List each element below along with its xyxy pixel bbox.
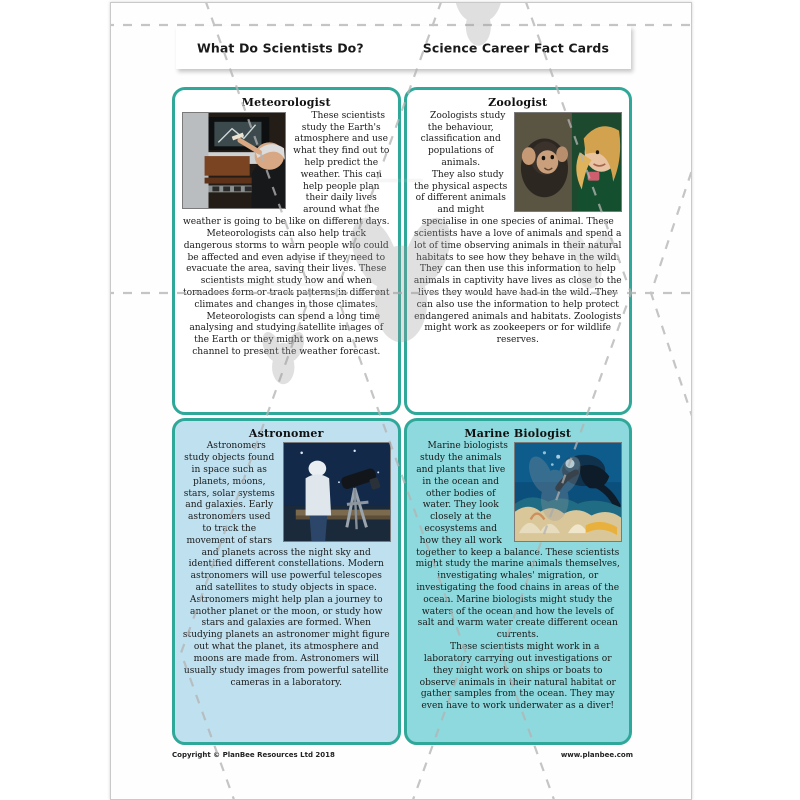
meteorologist-photo: [182, 112, 286, 209]
worksheet-title-bar: [176, 26, 631, 69]
page-footer: [172, 751, 633, 765]
card-paragraph: They also study the physical aspects of different animals and might specialise in one species of animal. These scientists have a love of animals and spend a lot of time observing animals in their natural habitats to see how they behave in the wild. They can then use this information to help animals in captivity have lives as close to the lives they would have had in the wild. They can also use the information to help protect endangered animals and habitats. Zoologists might work as zookeepers or for wildlife reserves.: [413, 169, 622, 346]
fact-card-meteorologist: [172, 87, 401, 415]
zoologist-photo: [514, 112, 622, 212]
fact-card-marine-biologist: [404, 418, 633, 746]
card-paragraph: Zoologists study the behaviour, classification and populations of animals.: [420, 110, 506, 168]
page-title-left: What Do Scientists Do?: [197, 40, 364, 55]
page-title-right: Science Career Fact Cards: [422, 40, 609, 55]
card-paragraph: Meteorologists can spend a long time analysing and studying satellite images of the Earth or they might work on a news channel to present the weather forecast.: [189, 311, 384, 357]
card-title: Astronomer: [248, 426, 324, 440]
card-title: Marine Biologist: [464, 426, 572, 440]
card-paragraph: Astronomers study objects found in space such as planets, moons, stars, solar systems and galaxies. Early astronomers used to track the movement of stars and planets across the night sky and identified different constellations. Modern astronomers will use powerful telescopes and satellites to study objects in space. Astronomers might help plan a journey to another planet or the moon, or study how stars and galaxies are formed. When studying planets an astronomer might figure out what the planet, its atmosphere and moons are made from. Astronomers will usually study images from powerful satellite cameras in a laboratory.: [182, 441, 390, 688]
website-link: www.planbee.com: [560, 751, 633, 759]
copyright-text: Copyright © PlanBee Resources Ltd 2018: [172, 751, 335, 759]
card-paragraph: These scientists might work in a laboratory carrying out investigations or they might work on ships or boats to observe animals in their natural habitat or gather samples from the ocean. They may even have to work underwater as a diver!: [419, 642, 616, 712]
card-paragraph: Marine biologists study the animals and plants that live in the ocean and other bodies of water. They look closely at the ecosystems and how they all work together to keep a balance. These scientists might study the marine animals themselves, investigating whales' migration, or investigating the food chains in areas of the ocean. Marine biologists might study the waters of the ocean and how the levels of salt and warm water create different ocean currents.: [415, 441, 620, 641]
fact-card-astronomer: [172, 418, 401, 746]
card-paragraph: These scientists study the Earth's atmosphere and use what they find out to help predict the weather. This can help people plan their daily lives around what the weather is going to be like on different days. Meteorologists can also help track dangerous storms to warn people who could be affected and even advise if they need to evacuate the area, saving their lives. These scientists might study how and when tornadoes form or track patterns in different climates and changes in those climates.: [182, 110, 390, 310]
marine-biologist-photo: [514, 442, 622, 542]
astronomer-photo: [283, 442, 391, 542]
worksheet-page: [110, 2, 692, 800]
card-title: Zoologist: [488, 96, 548, 109]
fact-cards-grid: [172, 87, 632, 745]
fact-card-zoologist: [404, 87, 633, 415]
card-title: Meteorologist: [241, 96, 331, 109]
